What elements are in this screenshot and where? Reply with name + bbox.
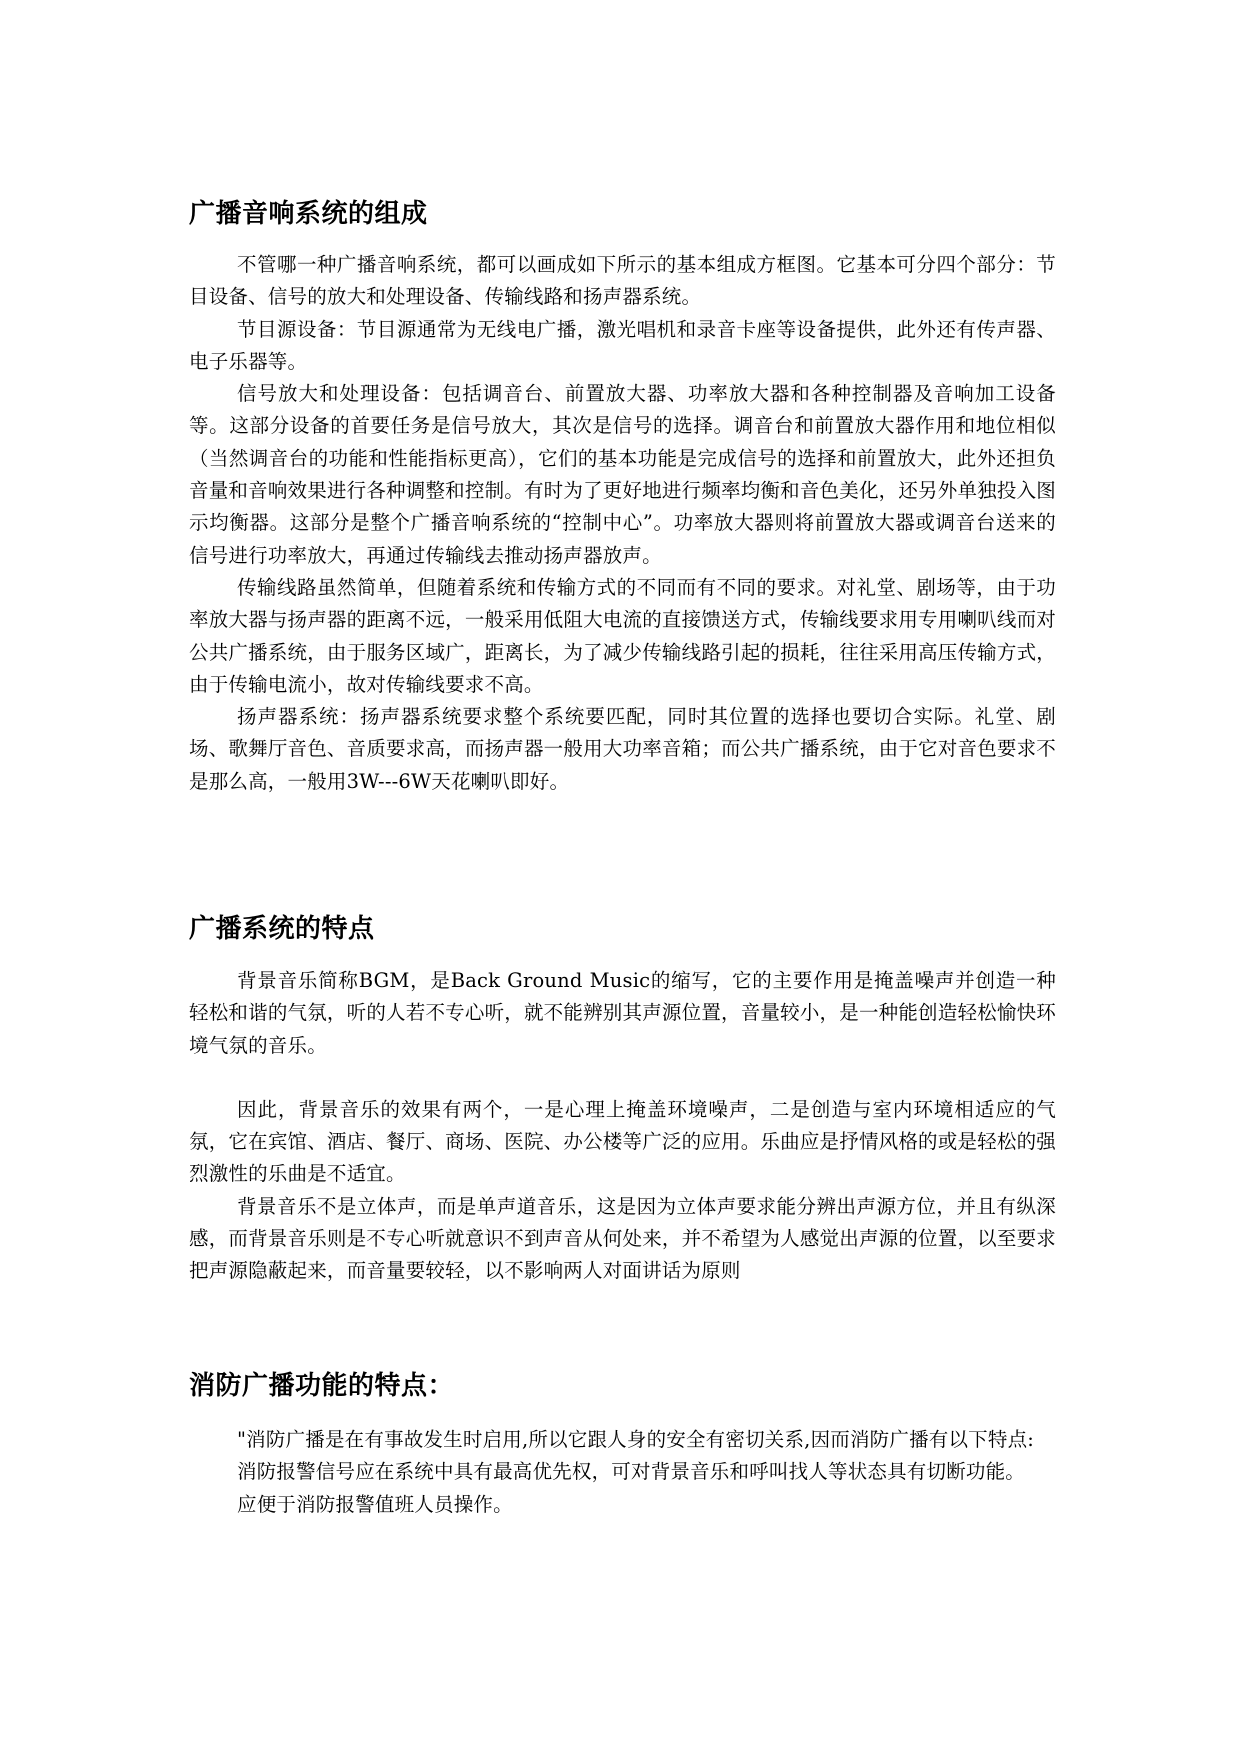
paragraph: 不管哪一种广播音响系统，都可以画成如下所示的基本组成方框图。它基本可分四个部分：节目设备、信号的放大和处理设备、传输线路和扬声器系统。 xyxy=(189,253,1056,309)
paragraph: "消防广播是在有事故发生时启用,所以它跟人身的安全有密切关系,因而消防广播有以下特点: xyxy=(237,1428,1035,1451)
paragraph: 信号放大和处理设备：包括调音台、前置放大器、功率放大器和各种控制器及音响加工设备等。这部分设备的首要任务是信号放大，其次是信号的选择。调音台和前置放大器作用和地位相似（当然调音台的功能和性能指标更高），它们的基本功能是完成信号的选择和前置放大，此外还担负音量和音响效果进行各种调整和控制。有时为了更好地进行频率均衡和音色美化，还另外单独投入图示均衡器。这部分是整个广播音响系统的“控制中心”。功率放大器则将前置放大器或调音台送来的信号进行功率放大，再通过传输线去推动扬声器放声。 xyxy=(189,382,1056,567)
section-broadcast-features xyxy=(189,913,1056,1288)
paragraph: 应便于消防报警值班人员操作。 xyxy=(237,1492,513,1516)
paragraph-spacer xyxy=(189,1062,1056,1094)
section-fire-broadcast-features xyxy=(189,1370,1056,1521)
section-heading: 广播系统的特点 xyxy=(189,914,375,944)
paragraph: 扬声器系统：扬声器系统要求整个系统要匹配，同时其位置的选择也要切合实际。礼堂、剧场、歌舞厅音色、音质要求高，而扬声器一般用大功率音箱；而公共广播系统，由于它对音色要求不是那么高，一般用3W---6W天花喇叭即好。 xyxy=(189,705,1056,793)
section-system-composition xyxy=(189,198,1056,798)
paragraph: 因此，背景音乐的效果有两个，一是心理上掩盖环境噪声，二是创造与室内环境相适应的气氛，它在宾馆、酒店、餐厅、商场、医院、办公楼等广泛的应用。乐曲应是抒情风格的或是轻松的强烈激性的乐曲是不适宜。 xyxy=(189,1097,1056,1186)
paragraph: 消防报警信号应在系统中具有最高优先权，可对背景音乐和呼叫找人等状态具有切断功能。 xyxy=(237,1460,1026,1484)
section-heading: 消防广播功能的特点： xyxy=(189,1371,455,1401)
paragraph: 节目源设备：节目源通常为无线电广播，激光唱机和录音卡座等设备提供，此外还有传声器、电子乐器等。 xyxy=(189,317,1056,373)
paragraph: 传输线路虽然简单，但随着系统和传输方式的不同而有不同的要求。对礼堂、剧场等，由于功率放大器与扬声器的距离不远，一般采用低阻大电流的直接馈送方式，传输线要求用专用喇叭线而对公共广播系统，由于服务区域广，距离长，为了减少传输线路引起的损耗，往往采用高压传输方式，由于传输电流小，故对传输线要求不高。 xyxy=(189,575,1056,696)
paragraph: 背景音乐不是立体声，而是单声道音乐，这是因为立体声要求能分辨出声源方位，并且有纵深感，而背景音乐则是不专心听就意识不到声音从何处来，并不希望为人感觉出声源的位置，以至要求把声源隐蔽起来，而音量要较轻，以不影响两人对面讲话为原则 xyxy=(189,1194,1056,1283)
paragraph: 背景音乐简称BGM，是Back Ground Music的缩写，它的主要作用是掩盖噪声并创造一种轻松和谐的气氛，听的人若不专心听，就不能辨别其声源位置，音量较小，是一种能创造轻松愉快环境气氛的音乐。 xyxy=(189,969,1056,1057)
section-heading: 广播音响系统的组成 xyxy=(189,199,428,229)
